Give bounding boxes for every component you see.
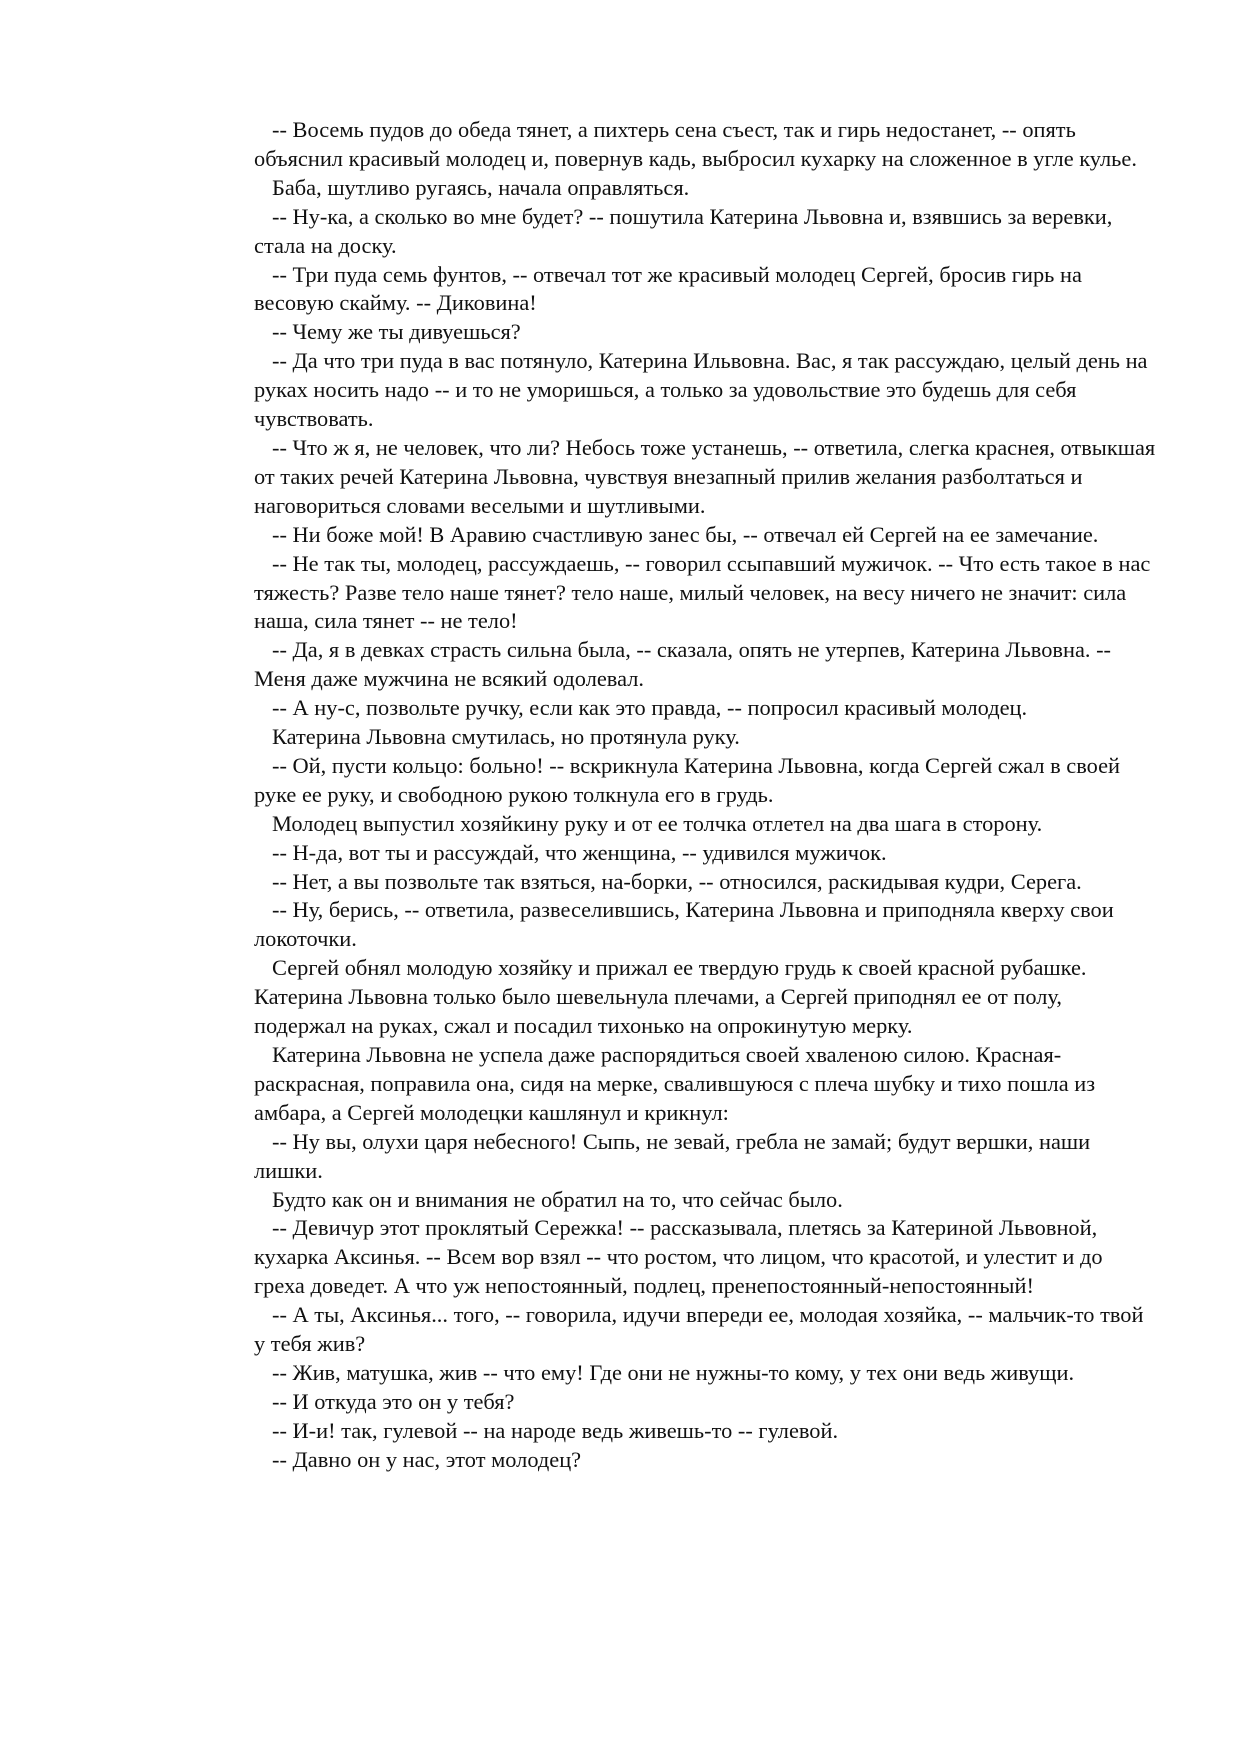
paragraph: -- Что ж я, не человек, что ли? Небось тоже устанешь, -- ответила, слегка краснея, отвыкшая от таких речей Катерина Львовна, чувствуя внезапный прилив желания разболтаться и наговориться словами веселыми и шутливыми.	[254, 434, 1156, 518]
paragraph: Катерина Львовна не успела даже распорядиться своей хваленою силою. Красная-раскрасная, поправила она, сидя на мерке, свалившуюся с плеча шубку и тихо пошла из амбара, а Сергей молодецки кашлянул и крикнул:	[254, 1042, 1096, 1125]
paragraph: -- Ну вы, олухи царя небесного! Сыпь, не зевай, гребла не замай; будут вершки, наши лишки.	[254, 1128, 1091, 1183]
paragraph: Баба, шутливо ругаясь, начала оправляться.	[272, 174, 690, 200]
paragraph: -- А ты, Аксинья... того, -- говорила, идучи впереди ее, молодая хозяйка, -- мальчик-то твой у тебя жив?	[254, 1302, 1144, 1357]
paragraph: -- Восемь пудов до обеда тянет, а пихтерь сена съест, так и гирь недостанет, -- опять объяснил красивый молодец и, повернув кадь, выбросил кухарку на сложенное в угле кулье.	[254, 117, 1137, 171]
paragraph: -- Не так ты, молодец, рассуждаешь, -- говорил ссыпавший мужичок. -- Что есть такое в нас тяжесть? Разве тело наше тянет? тело наше, милый человек, на весу ничего не значит: сила наша, сила тянет -- не тело!	[254, 550, 1151, 634]
paragraph: -- Ну-ка, а сколько во мне будет? -- пошутила Катерина Львовна и, взявшись за веревки, стала на доску.	[254, 203, 1113, 258]
paragraph: -- Да что три пуда в вас потянуло, Катерина Ильвовна. Вас, я так рассуждаю, целый день на руках носить надо -- и то не уморишься, а только за удовольствие это будешь для себя чувствовать.	[254, 348, 1148, 432]
paragraph: -- Давно он у нас, этот молодец?	[272, 1446, 582, 1472]
paragraph: -- Ой, пусти кольцо: больно! -- вскрикнула Катерина Львовна, когда Сергей сжал в своей руке ее руку, и свободною рукою толкнула его в грудь.	[254, 752, 1121, 807]
paragraph: -- Нет, а вы позвольте так взяться, на-борки, -- относился, раскидывая кудри, Серега.	[272, 868, 1082, 894]
paragraph: -- И откуда это он у тебя?	[272, 1388, 515, 1414]
paragraph: Катерина Львовна смутилась, но протянула руку.	[272, 724, 740, 750]
paragraph: -- А ну-с, позвольте ручку, если как это правда, -- попросил красивый молодец.	[272, 695, 1028, 721]
paragraph: -- Жив, матушка, жив -- что ему! Где они не нужны-то кому, у тех они ведь живущи.	[272, 1359, 1075, 1385]
paragraph: Сергей обнял молодую хозяйку и прижал ее твердую грудь к своей красной рубашке. Катерина Львовна только было шевельнула плечами, а Сергей приподнял ее от полу, подержал на руках, сжал и посадил тихонько на опрокинутую мерку.	[254, 955, 1087, 1039]
paragraph: Будто как он и внимания не обратил на то, что сейчас было.	[272, 1186, 843, 1212]
paragraph: -- И-и! так, гулевой -- на народе ведь живешь-то -- гулевой.	[272, 1417, 839, 1443]
paragraph: Молодец выпустил хозяйкину руку и от ее толчка отлетел на два шага в сторону.	[272, 810, 1043, 836]
document-page	[254, 116, 1159, 1475]
paragraph: -- Ну, берись, -- ответила, развеселившись, Катерина Львовна и приподняла кверху свои локоточки.	[254, 897, 1114, 952]
paragraph: -- Ни боже мой! В Аравию счастливую занес бы, -- отвечал ей Сергей на ее замечание.	[272, 521, 1099, 547]
paragraph: -- Да, я в девках страсть сильна была, -- сказала, опять не утерпев, Катерина Львовна. -- Меня даже мужчина не всякий одолевал.	[254, 637, 1112, 692]
paragraph: -- Н-да, вот ты и рассуждай, что женщина, -- удивился мужичок.	[272, 839, 887, 865]
paragraph: -- Три пуда семь фунтов, -- отвечал тот же красивый молодец Сергей, бросив гирь на весовую скайму. -- Диковина!	[254, 261, 1082, 316]
paragraph: -- Чему же ты дивуешься?	[272, 319, 521, 345]
paragraph: -- Девичур этот проклятый Сережка! -- рассказывала, плетясь за Катериной Львовной, кухарка Аксинья. -- Всем вор взял -- что ростом, что лицом, что красотой, и улестит и до греха доведет. А что уж непостоянный, подлец, пренепостоянный-непостоянный!	[254, 1215, 1103, 1299]
